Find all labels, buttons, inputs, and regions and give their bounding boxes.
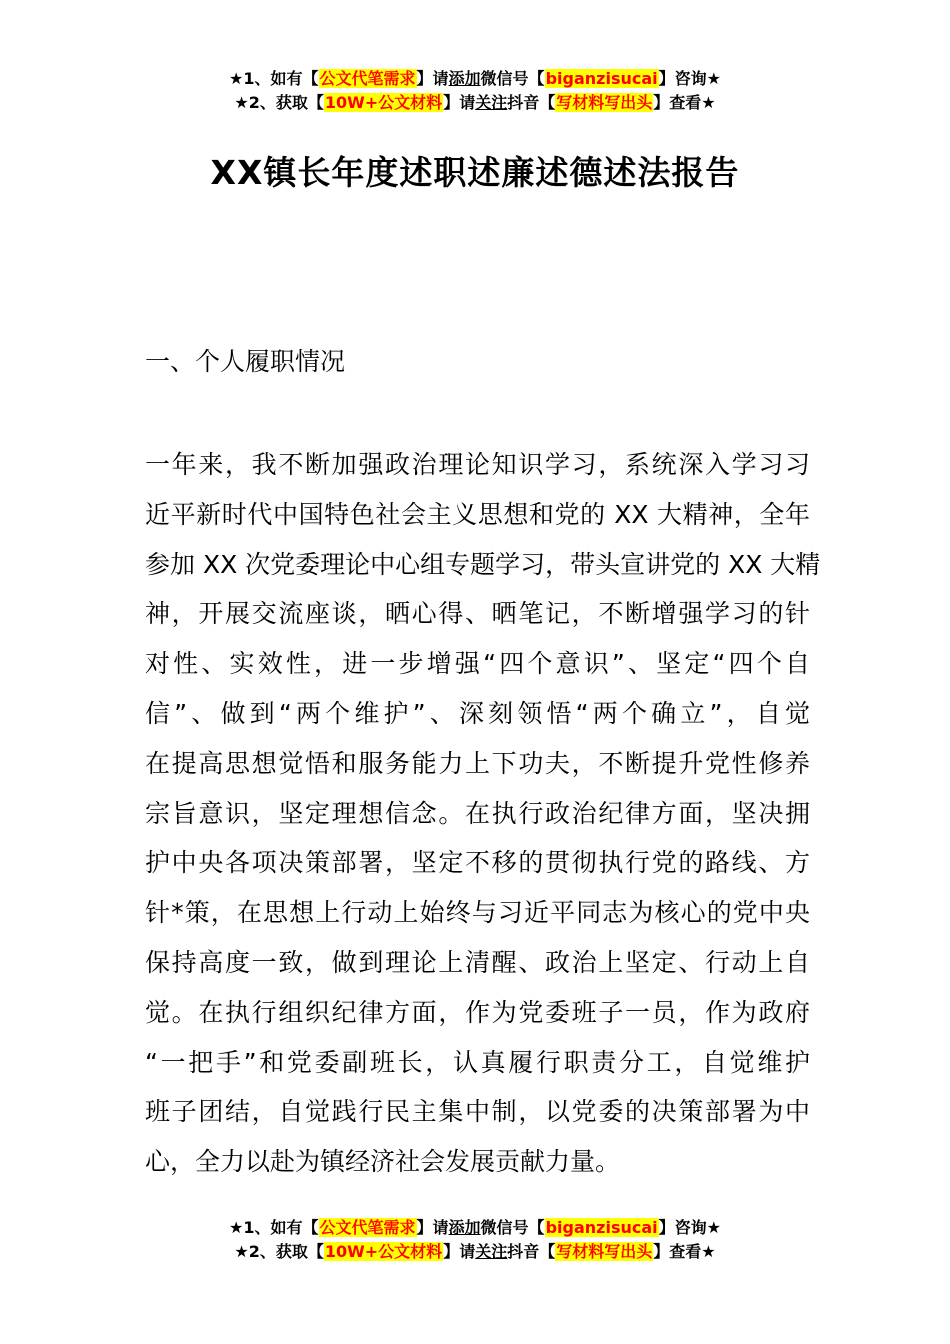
footer-promo-banner	[0, 1216, 950, 1264]
promo-highlight-wechat-id: biganzisucai	[545, 69, 658, 88]
paragraph-line: 心，全力以赴为镇经济社会发展贡献力量。	[145, 1147, 621, 1177]
paragraph-line: 针*策，在思想上行动上始终与习近平同志为核心的党中央	[145, 898, 810, 928]
promo-line-1: ★1、如有【公文代笔需求】请添加微信号【biganzisucai】咨询★	[229, 1218, 721, 1237]
paragraph-line: 参加 XX 次党委理论中心组专题学习，带头宣讲党的 XX 大精	[145, 549, 821, 579]
promo-highlight-douyin: 写材料写出头	[556, 1242, 653, 1261]
document-title: XX镇长年度述职述廉述德述法报告	[210, 153, 740, 192]
promo-highlight-wechat-id: biganzisucai	[545, 1218, 658, 1237]
promo-highlight-douyin: 写材料写出头	[556, 93, 653, 112]
body-paragraph	[145, 440, 821, 1187]
paragraph-line: 觉。在执行组织纪律方面，作为党委班子一员，作为政府	[145, 997, 810, 1027]
header-promo-banner	[0, 67, 950, 115]
paragraph-line: 在提高思想觉悟和服务能力上下功夫，不断提升党性修养	[145, 748, 810, 778]
promo-line-1: ★1、如有【公文代笔需求】请添加微信号【biganzisucai】咨询★	[229, 69, 721, 88]
paragraph-line: 信”、做到“两个维护”、深刻领悟“两个确立”，自觉	[145, 698, 810, 728]
paragraph-line: 班子团结，自觉践行民主集中制，以党委的决策部署为中	[145, 1097, 810, 1127]
paragraph-line: “一把手”和党委副班长，认真履行职责分工，自觉维护	[145, 1047, 810, 1077]
promo-line-2: ★2、获取【10W+公文材料】请关注抖音【写材料写出头】查看★	[234, 93, 716, 112]
paragraph-line: 对性、实效性，进一步增强“四个意识”、坚定“四个自	[145, 649, 810, 679]
promo-highlight-service: 公文代笔需求	[319, 69, 416, 88]
promo-line-2: ★2、获取【10W+公文材料】请关注抖音【写材料写出头】查看★	[234, 1242, 716, 1261]
paragraph-line: 近平新时代中国特色社会主义思想和党的 XX 大精神，全年	[145, 499, 810, 529]
paragraph-line: 宗旨意识，坚定理想信念。在执行政治纪律方面，坚决拥	[145, 798, 810, 828]
paragraph-line: 一年来，我不断加强政治理论知识学习，系统深入学习习	[145, 450, 810, 479]
paragraph-line: 保持高度一致，做到理论上清醒、政治上坚定、行动上自	[145, 947, 810, 977]
paragraph-line: 护中央各项决策部署，坚定不移的贯彻执行党的路线、方	[145, 848, 810, 878]
promo-highlight-materials: 10W+公文材料	[324, 93, 443, 112]
paragraph-line: 神，开展交流座谈，晒心得、晒笔记，不断增强学习的针	[145, 599, 810, 629]
promo-highlight-materials: 10W+公文材料	[324, 1242, 443, 1261]
promo-highlight-service: 公文代笔需求	[319, 1218, 416, 1237]
section-heading: 一、个人履职情况	[145, 347, 346, 376]
